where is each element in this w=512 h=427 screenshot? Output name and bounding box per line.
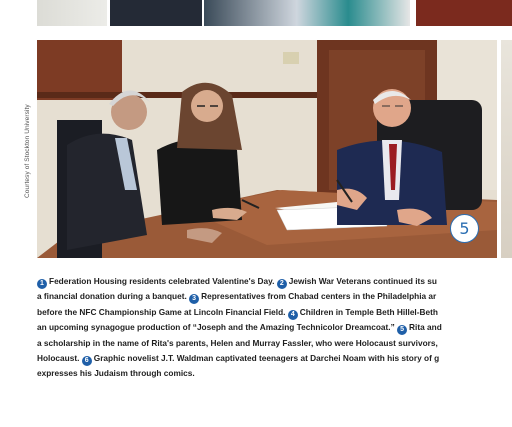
caption-line bbox=[37, 366, 512, 381]
caption-text: expresses his Judaism through comics. bbox=[37, 368, 195, 379]
photo-credit: Courtesy of Stockton University bbox=[24, 104, 31, 198]
caption-number-3: 3 bbox=[189, 294, 199, 304]
caption-number-5: 5 bbox=[397, 325, 407, 335]
caption-line bbox=[37, 274, 512, 289]
signing-photo-illustration bbox=[37, 40, 497, 258]
caption-text: an upcoming synagogue production of “Joseph and the Amazing Technicolor Dreamcoat.” bbox=[37, 322, 395, 333]
caption-line bbox=[37, 289, 512, 304]
caption-number-4: 4 bbox=[288, 310, 298, 320]
caption-text: Holocaust. bbox=[37, 352, 80, 363]
caption-line bbox=[37, 320, 512, 335]
caption-number-2: 2 bbox=[277, 279, 287, 289]
caption-text: Rita and bbox=[409, 322, 442, 333]
photo-number-badge: 5 bbox=[450, 214, 479, 243]
photo-2-fragment bbox=[110, 0, 202, 26]
photo-captions bbox=[37, 274, 512, 384]
caption-text: Graphic novelist J.T. Waldman captivated teenagers at Darchei Noam with his story of g bbox=[93, 352, 440, 363]
caption-text: Jewish War Veterans continued its su bbox=[288, 276, 437, 286]
caption-number-1: 1 bbox=[37, 279, 47, 289]
caption-text: Children in Temple Beth Hillel-Beth bbox=[299, 306, 438, 317]
photo-3-fragment bbox=[204, 0, 410, 26]
caption-text: before the NFC Championship Game at Lincoln Financial Field. bbox=[37, 306, 286, 317]
caption-text: a financial donation during a banquet. bbox=[37, 291, 187, 302]
caption-line bbox=[37, 305, 512, 320]
adjacent-photo-fragment bbox=[501, 40, 512, 258]
caption-text: a scholarship in the name of Rita's parents, Helen and Murray Fassler, who were Holocaust survivors, bbox=[37, 337, 438, 348]
photo-4-fragment bbox=[416, 0, 512, 26]
caption-text: Representatives from Chabad centers in the Philadelphia ar bbox=[201, 291, 437, 302]
previous-photo-strip bbox=[0, 0, 512, 30]
caption-line bbox=[37, 336, 512, 351]
photo-1-fragment bbox=[37, 0, 107, 26]
caption-line bbox=[37, 351, 512, 366]
caption-number-6: 6 bbox=[82, 356, 92, 366]
signing-photo bbox=[37, 40, 497, 258]
caption-text: Federation Housing residents celebrated Valentine's Day. bbox=[49, 276, 275, 286]
